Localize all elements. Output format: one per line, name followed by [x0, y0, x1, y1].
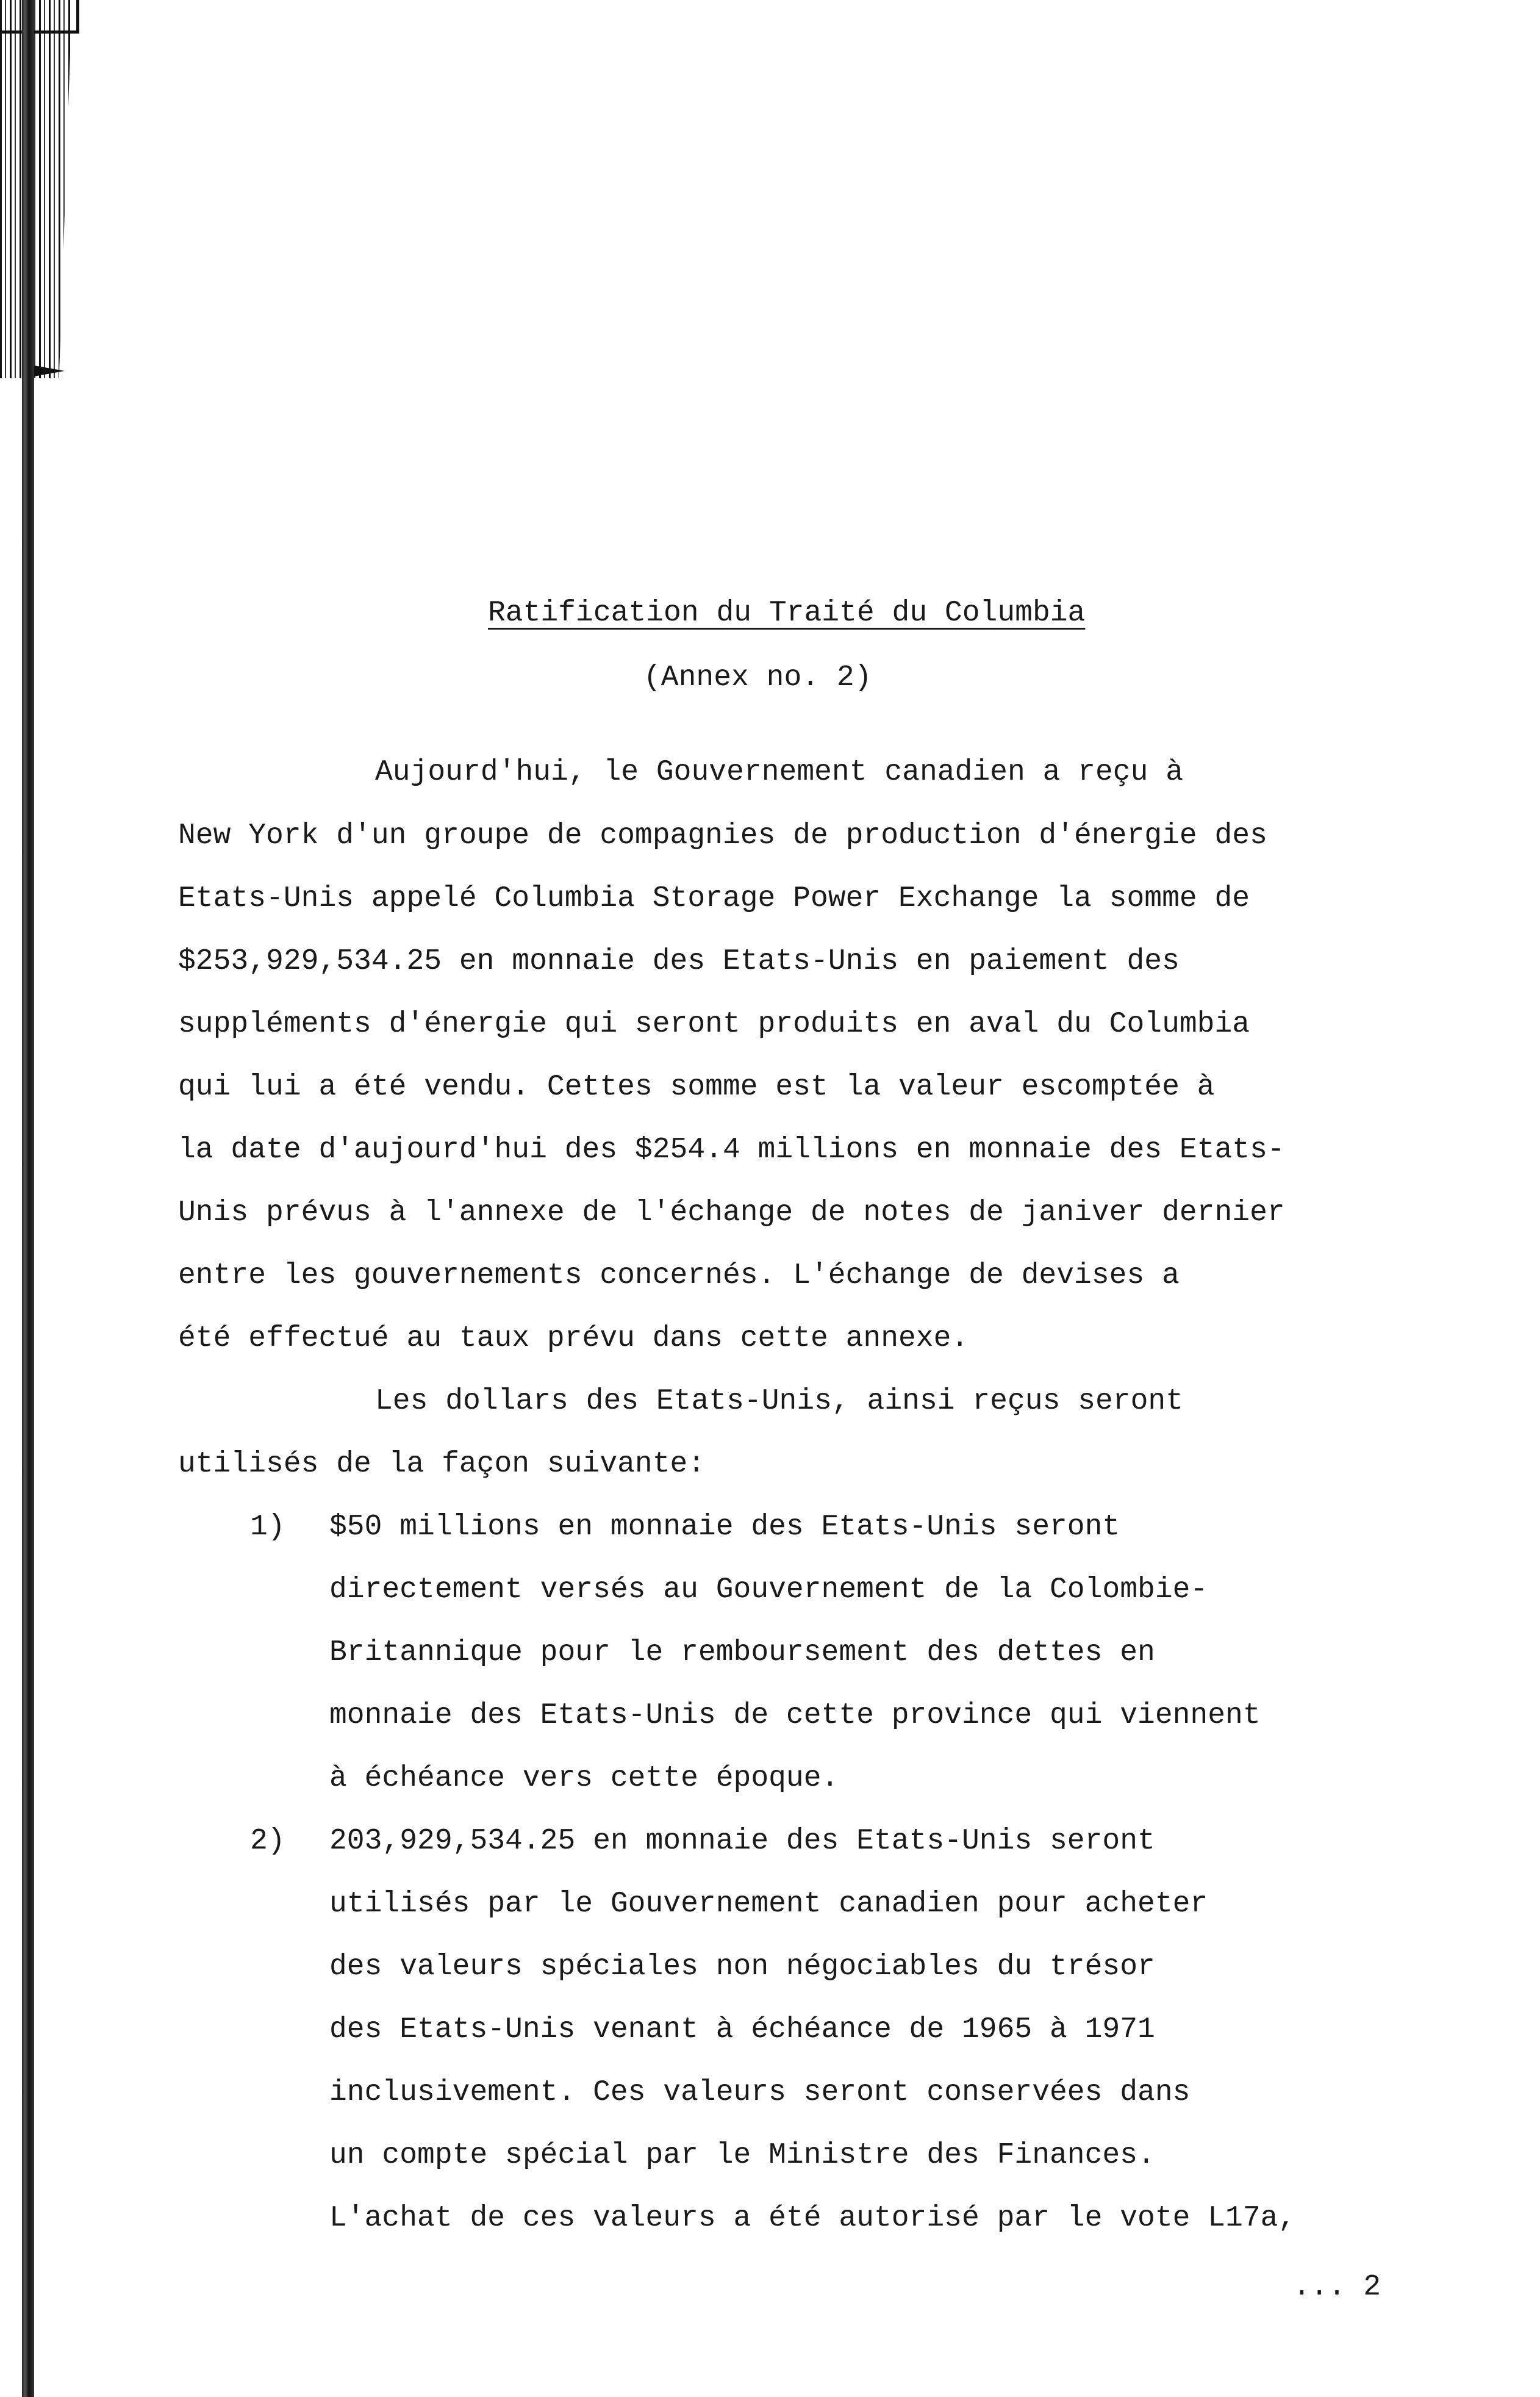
- list-item-line: directement versés au Gouvernement de la Colombie-: [329, 1573, 1208, 1606]
- list-item-line: $50 millions en monnaie des Etats-Unis seront: [329, 1511, 1120, 1543]
- binding-bar: [22, 0, 34, 2397]
- document-title: Ratification du Traité du Columbia: [488, 597, 1086, 630]
- list-item-line: à échéance vers cette époque.: [329, 1762, 839, 1795]
- binder-clip: [0, 0, 72, 378]
- paragraph-line: Etats-Unis appelé Columbia Storage Power Exchange la somme de: [178, 882, 1250, 915]
- list-item-line: utilisés par le Gouvernement canadien pour acheter: [329, 1888, 1208, 1921]
- binding-strip: [0, 0, 73, 2397]
- paragraph-line: $253,929,534.25 en monnaie des Etats-Unis en paiement des: [178, 945, 1180, 978]
- list-item-line: des valeurs spéciales non négociables du trésor: [329, 1950, 1155, 1983]
- paragraph-line: Aujourd'hui, le Gouvernement canadien a reçu à: [375, 756, 1184, 789]
- paragraph-line: été effectué au taux prévu dans cette annexe.: [178, 1322, 969, 1355]
- list-item-line: Britannique pour le remboursement des dettes en: [329, 1636, 1155, 1669]
- page-continuation: ... 2: [1293, 2271, 1381, 2304]
- paragraph-line: Les dollars des Etats-Unis, ainsi reçus seront: [375, 1385, 1184, 1418]
- list-item-line: des Etats-Unis venant à échéance de 1965 à 1971: [329, 2013, 1155, 2046]
- document-subtitle: (Annex no. 2): [643, 661, 872, 694]
- list-item-line: monnaie des Etats-Unis de cette province qui viennent: [329, 1699, 1261, 1732]
- paragraph-line: Unis prévus à l'annexe de l'échange de notes de janiver dernier: [178, 1196, 1285, 1229]
- paragraph-line: suppléments d'énergie qui seront produits en aval du Columbia: [178, 1008, 1250, 1041]
- list-item-line: L'achat de ces valeurs a été autorisé par le vote L17a,: [329, 2202, 1296, 2235]
- list-item-line: 203,929,534.25 en monnaie des Etats-Unis seront: [329, 1825, 1155, 1858]
- paragraph-line: qui lui a été vendu. Cettes somme est la valeur escomptée à: [178, 1071, 1215, 1104]
- binder-clip-edge: [0, 0, 79, 34]
- paragraph-line: utilisés de la façon suivante:: [178, 1448, 706, 1481]
- paragraph-line: la date d'aujourd'hui des $254.4 millions en monnaie des Etats-: [178, 1134, 1285, 1166]
- list-item-line: un compte spécial par le Ministre des Finances.: [329, 2139, 1155, 2172]
- paragraph-line: New York d'un groupe de compagnies de production d'énergie des: [178, 819, 1267, 852]
- list-item-number: 1): [250, 1511, 285, 1543]
- binder-clip-tip: [30, 365, 65, 377]
- paragraph-line: entre les gouvernements concernés. L'échange de devises a: [178, 1259, 1180, 1292]
- list-item-line: inclusivement. Ces valeurs seront conservées dans: [329, 2076, 1191, 2109]
- list-item-number: 2): [250, 1825, 285, 1858]
